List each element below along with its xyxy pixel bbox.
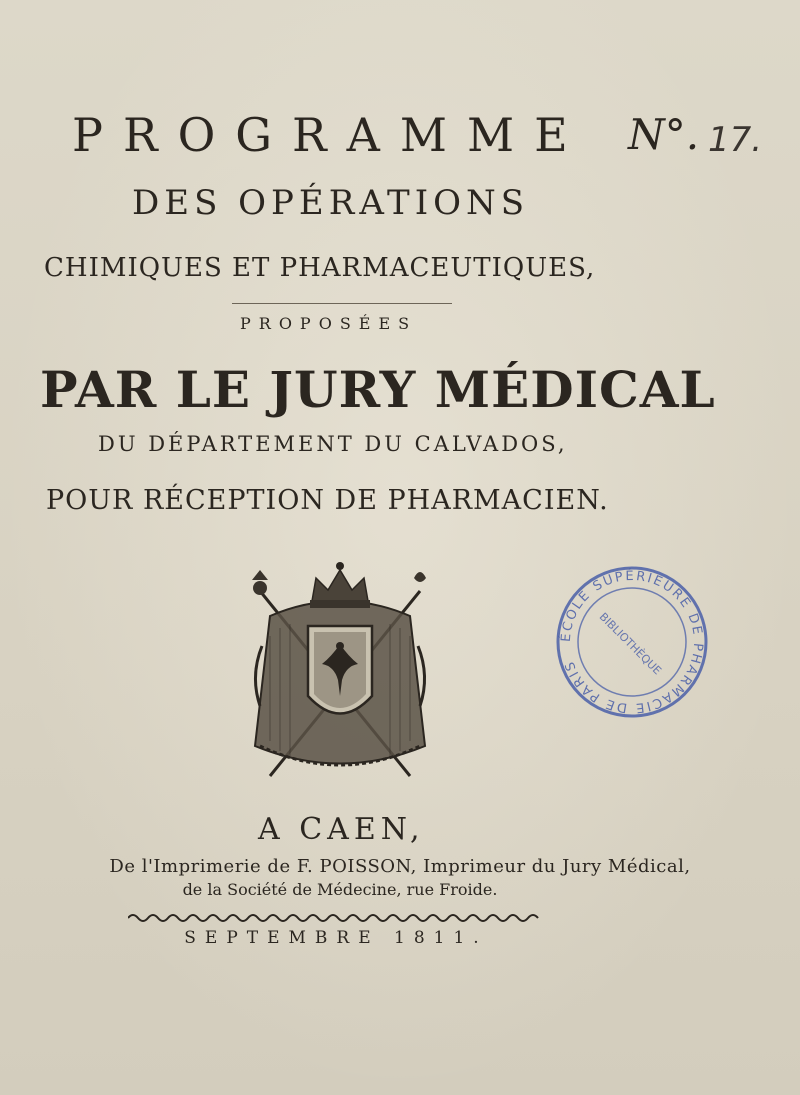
subtitle-proposees: PROPOSÉES (240, 314, 418, 333)
divider-rule (232, 303, 452, 304)
svg-text:BIBLIOTHÈQUE: BIBLIOTHÈQUE (596, 610, 664, 678)
heading-jury-medical: PAR LE JURY MÉDICAL (40, 360, 716, 419)
number-prefix: N°. (628, 110, 700, 159)
ornamental-rule (128, 910, 544, 926)
place-caen: A CAEN, (258, 812, 425, 847)
subtitle-chimiques: CHIMIQUES ET PHARMACEUTIQUES, (44, 253, 596, 283)
svg-text:ÉCOLE SUPÉRIEURE DE PHARMACIE: ÉCOLE SUPÉRIEURE DE PHARMACIE DE PARIS (558, 568, 706, 716)
subtitle-departement: DU DÉPARTEMENT DU CALVADOS, (98, 432, 568, 456)
printer-line-1: De l'Imprimerie de F. POISSON, Imprimeur du Jury Médical, (109, 856, 691, 877)
coat-of-arms-icon (240, 556, 440, 781)
subtitle-operations: DES OPÉRATIONS (132, 183, 530, 223)
title-programme: PROGRAMME (72, 108, 588, 162)
date-line: SEPTEMBRE 1811. (184, 928, 488, 948)
library-stamp-icon (548, 560, 716, 720)
subtitle-reception: POUR RÉCEPTION DE PHARMACIEN. (46, 485, 609, 516)
printer-line-2: de la Société de Médecine, rue Froide. (182, 880, 498, 899)
handwritten-number: 17. (708, 120, 763, 160)
